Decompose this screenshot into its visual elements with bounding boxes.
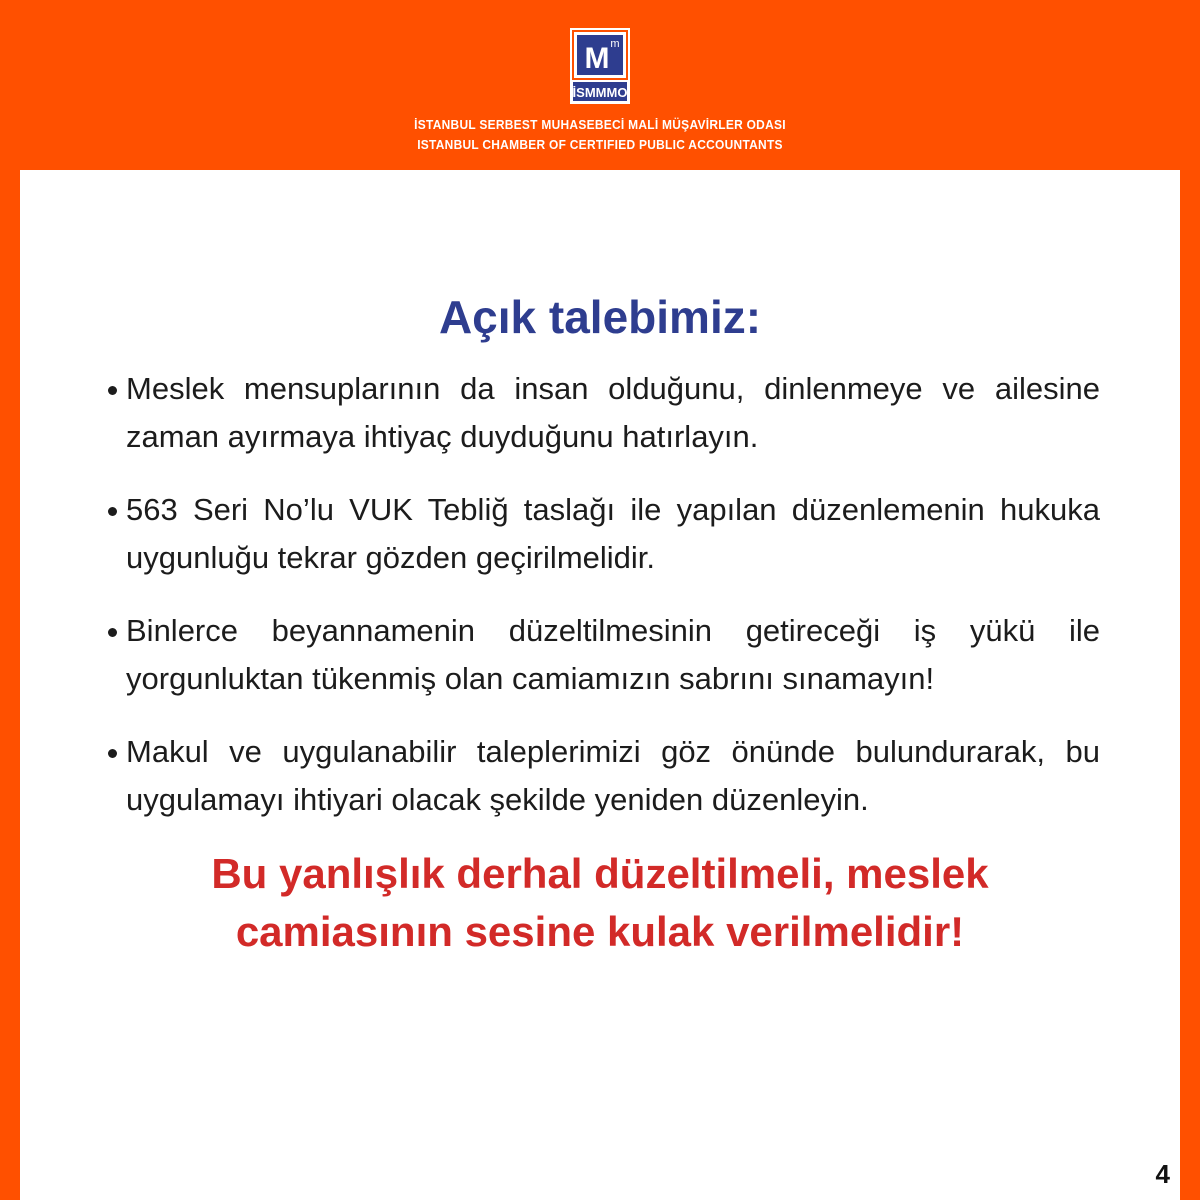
list-item-text: 563 Seri No’lu VUK Tebliğ taslağı ile yapılan düzenlemenin hukuka uygunluğu tekrar gözden geçirilmelidir.	[126, 492, 1100, 575]
list-item	[108, 365, 1100, 461]
bullet-icon	[108, 386, 117, 395]
page-title: Açık talebimiz:	[438, 291, 762, 343]
list-item	[108, 486, 1100, 582]
list-item	[108, 728, 1100, 824]
list-item-text: Makul ve uygulanabilir taleplerimizi göz önünde bulundurarak, bu uygulamayı ihtiyari olacak şekilde yeniden düzenleyin.	[126, 734, 1100, 817]
closing-line-1: Bu yanlışlık derhal düzeltilmeli, meslek	[211, 850, 989, 897]
content-panel	[20, 170, 1180, 1200]
org-name-tr: İSTANBUL SERBEST MUHASEBECİ MALİ MÜŞAVİRLER ODASI	[414, 117, 786, 132]
org-name-en: ISTANBUL CHAMBER OF CERTIFIED PUBLIC ACCOUNTANTS	[417, 137, 783, 152]
list-item	[108, 607, 1100, 703]
page-number: 4	[1155, 1159, 1170, 1189]
list-item-text: Binlerce beyannamenin düzeltilmesinin getireceği iş yükü ile yorgunluktan tükenmiş olan camiamızın sabrını sınamayın!	[126, 613, 1100, 696]
closing-statement	[80, 845, 1120, 961]
logo-mark: M	[584, 42, 610, 75]
ismmmo-logo	[570, 28, 630, 104]
list-item-text: Meslek mensuplarının da insan olduğunu, dinlenmeye ve ailesine zaman ayırmaya ihtiyaç duyduğunu hatırlayın.	[126, 371, 1100, 454]
bullet-icon	[108, 628, 117, 637]
bullet-icon	[108, 507, 117, 516]
demands-list	[108, 365, 1100, 849]
closing-line-2: camiasının sesine kulak verilmelidir!	[235, 908, 965, 955]
bullet-icon	[108, 749, 117, 758]
logo-superscript: m	[610, 38, 620, 50]
header-band	[0, 0, 1200, 170]
logo-text: İSMMMO	[572, 85, 628, 100]
